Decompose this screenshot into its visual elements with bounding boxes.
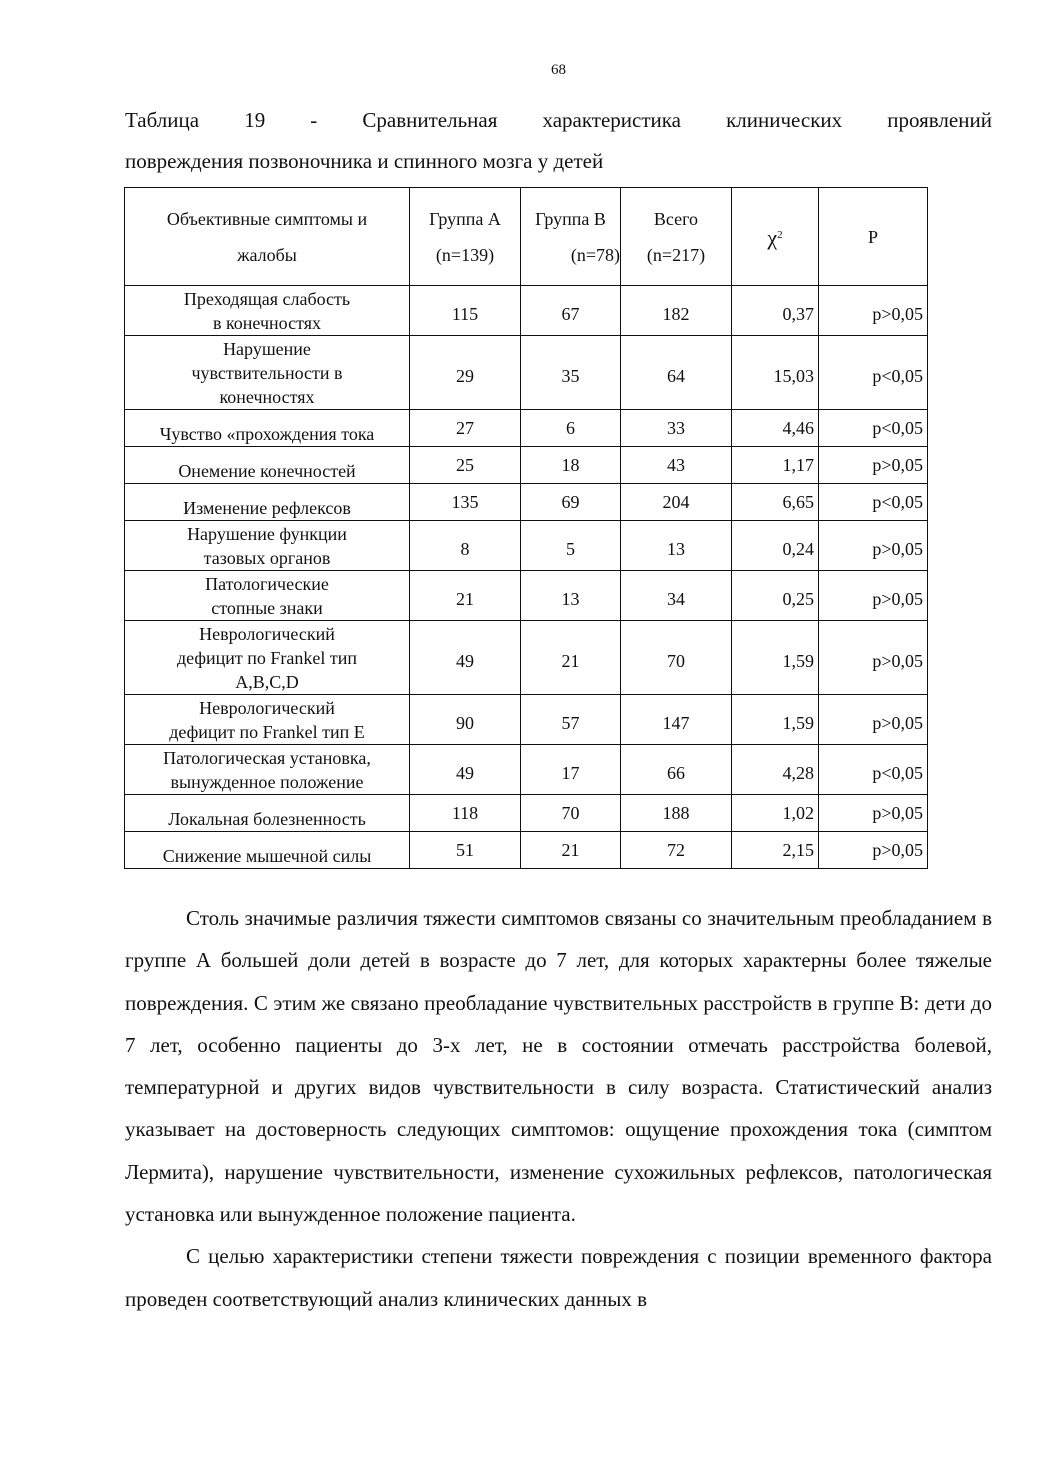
group-b-value: 21 bbox=[521, 832, 621, 869]
total-value: 188 bbox=[621, 795, 732, 832]
table-header-row bbox=[125, 188, 928, 286]
group-b-value: 5 bbox=[521, 521, 621, 571]
header-group-a-line1: Группа А bbox=[429, 208, 501, 229]
p-value: p>0,05 bbox=[819, 286, 928, 336]
page-number: 68 bbox=[551, 62, 566, 78]
symptom-line: дефицит по Frankel тип bbox=[176, 648, 358, 668]
symptom-cell bbox=[125, 484, 410, 521]
table-row bbox=[125, 745, 928, 795]
header-chi-square bbox=[732, 188, 819, 286]
table-row bbox=[125, 621, 928, 695]
header-symptoms-line1: Объективные симптомы и bbox=[166, 208, 368, 229]
chi-value: 4,46 bbox=[732, 410, 819, 447]
chi-symbol: χ bbox=[767, 224, 778, 250]
paragraph: С целью характеристики степени тяжести повреждения с позиции временного фактора проведен соответствующий анализ клинических данных в bbox=[125, 1244, 992, 1311]
chi-value: 2,15 bbox=[732, 832, 819, 869]
group-b-value: 57 bbox=[521, 695, 621, 745]
p-value: p>0,05 bbox=[819, 695, 928, 745]
caption-word: Сравнительная bbox=[362, 108, 498, 132]
symptom-line: Изменение рефлексов bbox=[183, 498, 351, 518]
symptom-line: чувствительности в bbox=[191, 363, 343, 383]
total-value: 43 bbox=[621, 447, 732, 484]
symptom-line: Патологическая установка, bbox=[163, 748, 371, 768]
caption-word: клинических bbox=[726, 108, 843, 132]
symptom-line: конечностях bbox=[219, 387, 315, 407]
header-total-line2: (n=217) bbox=[646, 244, 706, 265]
symptom-cell bbox=[125, 832, 410, 869]
table-row bbox=[125, 571, 928, 621]
table-row bbox=[125, 484, 928, 521]
group-a-value: 49 bbox=[410, 745, 521, 795]
p-value: p<0,05 bbox=[819, 410, 928, 447]
body-text bbox=[125, 897, 992, 1320]
symptom-line: Нарушение bbox=[223, 339, 311, 359]
symptom-cell bbox=[125, 621, 410, 695]
chi-value: 0,25 bbox=[732, 571, 819, 621]
symptom-cell bbox=[125, 695, 410, 745]
chi-value: 1,59 bbox=[732, 621, 819, 695]
caption-word: 19 bbox=[244, 108, 266, 132]
symptom-line: Неврологический bbox=[199, 624, 335, 644]
group-a-value: 135 bbox=[410, 484, 521, 521]
chi-value: 0,24 bbox=[732, 521, 819, 571]
caption-word: - bbox=[310, 108, 318, 132]
group-a-value: 25 bbox=[410, 447, 521, 484]
symptom-line: Онемение конечностей bbox=[178, 461, 356, 481]
table-row bbox=[125, 447, 928, 484]
table-row bbox=[125, 286, 928, 336]
symptom-line: тазовых органов bbox=[203, 548, 331, 568]
table-row bbox=[125, 695, 928, 745]
group-a-value: 27 bbox=[410, 410, 521, 447]
symptom-line: Преходящая слабость bbox=[183, 289, 351, 309]
table-row bbox=[125, 410, 928, 447]
group-a-value: 8 bbox=[410, 521, 521, 571]
group-b-value: 17 bbox=[521, 745, 621, 795]
total-value: 13 bbox=[621, 521, 732, 571]
symptom-line: Чувство «прохождения тока bbox=[159, 424, 375, 444]
header-group-a bbox=[410, 188, 521, 286]
header-p: Р bbox=[819, 188, 928, 286]
group-a-value: 21 bbox=[410, 571, 521, 621]
group-b-value: 35 bbox=[521, 336, 621, 410]
header-group-a-line2: (n=139) bbox=[435, 244, 495, 265]
symptom-cell bbox=[125, 447, 410, 484]
symptom-cell bbox=[125, 286, 410, 336]
symptom-cell bbox=[125, 571, 410, 621]
p-value: p>0,05 bbox=[819, 832, 928, 869]
chi-superscript: 2 bbox=[777, 228, 783, 241]
caption-line-1 bbox=[125, 100, 992, 141]
chi-value: 4,28 bbox=[732, 745, 819, 795]
caption-word: Таблица bbox=[125, 108, 200, 132]
group-a-value: 115 bbox=[410, 286, 521, 336]
group-a-value: 90 bbox=[410, 695, 521, 745]
p-value: p>0,05 bbox=[819, 795, 928, 832]
total-value: 64 bbox=[621, 336, 732, 410]
header-total bbox=[621, 188, 732, 286]
total-value: 34 bbox=[621, 571, 732, 621]
caption-word: проявлений bbox=[887, 108, 992, 132]
group-b-value: 6 bbox=[521, 410, 621, 447]
group-a-value: 49 bbox=[410, 621, 521, 695]
symptom-cell bbox=[125, 410, 410, 447]
symptom-line: Локальная болезненность bbox=[168, 809, 366, 829]
p-value: p>0,05 bbox=[819, 447, 928, 484]
symptom-line: A,B,C,D bbox=[235, 672, 299, 692]
p-value: p<0,05 bbox=[819, 336, 928, 410]
chi-value: 0,37 bbox=[732, 286, 819, 336]
p-value: p>0,05 bbox=[819, 521, 928, 571]
symptom-line: Патологические bbox=[205, 574, 329, 594]
chi-value: 6,65 bbox=[732, 484, 819, 521]
total-value: 70 bbox=[621, 621, 732, 695]
symptom-cell bbox=[125, 745, 410, 795]
group-b-value: 13 bbox=[521, 571, 621, 621]
symptom-cell bbox=[125, 521, 410, 571]
header-group-b bbox=[521, 188, 621, 286]
header-group-b-line2: (n=78) bbox=[570, 244, 620, 265]
group-a-value: 29 bbox=[410, 336, 521, 410]
p-value: p<0,05 bbox=[819, 484, 928, 521]
table-row bbox=[125, 521, 928, 571]
table-caption bbox=[125, 100, 992, 182]
total-value: 147 bbox=[621, 695, 732, 745]
symptom-cell bbox=[125, 336, 410, 410]
group-b-value: 21 bbox=[521, 621, 621, 695]
total-value: 204 bbox=[621, 484, 732, 521]
group-b-value: 70 bbox=[521, 795, 621, 832]
chi-value: 1,17 bbox=[732, 447, 819, 484]
symptom-line: дефицит по Frankel тип E bbox=[169, 722, 365, 742]
symptom-cell bbox=[125, 795, 410, 832]
p-value: p>0,05 bbox=[819, 621, 928, 695]
header-group-b-line1: Группа В bbox=[535, 208, 606, 229]
total-value: 72 bbox=[621, 832, 732, 869]
chi-value: 1,02 bbox=[732, 795, 819, 832]
chi-value: 1,59 bbox=[732, 695, 819, 745]
symptom-line: в конечностях bbox=[212, 313, 322, 333]
group-b-value: 69 bbox=[521, 484, 621, 521]
header-total-line1: Всего bbox=[653, 208, 699, 229]
header-symptoms-line2: жалобы bbox=[237, 244, 297, 265]
group-b-value: 18 bbox=[521, 447, 621, 484]
caption-word: характеристика bbox=[542, 108, 681, 132]
group-b-value: 67 bbox=[521, 286, 621, 336]
header-symptoms bbox=[125, 188, 410, 286]
symptoms-table bbox=[124, 187, 928, 869]
caption-line-2: повреждения позвоночника и спинного мозга у детей bbox=[125, 149, 604, 173]
total-value: 182 bbox=[621, 286, 732, 336]
p-value: p>0,05 bbox=[819, 571, 928, 621]
group-a-value: 51 bbox=[410, 832, 521, 869]
chi-value: 15,03 bbox=[732, 336, 819, 410]
total-value: 33 bbox=[621, 410, 732, 447]
symptom-line: Снижение мышечной силы bbox=[162, 846, 372, 866]
symptom-line: стопные знаки bbox=[211, 598, 323, 618]
p-value: p<0,05 bbox=[819, 745, 928, 795]
total-value: 66 bbox=[621, 745, 732, 795]
table-row bbox=[125, 336, 928, 410]
symptom-line: Неврологический bbox=[199, 698, 335, 718]
symptom-line: вынужденное положение bbox=[170, 772, 364, 792]
paragraph: Столь значимые различия тяжести симптомов связаны со значительным преобладанием в группе А большей доли детей в возрасте до 7 лет, для которых характерны более тяжелые повреждения. С этим же связано преобладание чувствительных расстройств в группе В: дети до 7 лет, особенно пациенты до 3-х лет, не в состоянии отмечать расстройства болевой, температурной и других видов чувствительности в силу возраста. Статистический анализ указывает на достоверность следующих симптомов: ощущение прохождения тока (симптом Лермита), нарушение чувствительности, изменение сухожильных рефлексов, патологическая установка или вынужденное положение пациента. bbox=[125, 906, 992, 1227]
symptom-line: Нарушение функции bbox=[187, 524, 347, 544]
table-row bbox=[125, 795, 928, 832]
group-a-value: 118 bbox=[410, 795, 521, 832]
table-row bbox=[125, 832, 928, 869]
